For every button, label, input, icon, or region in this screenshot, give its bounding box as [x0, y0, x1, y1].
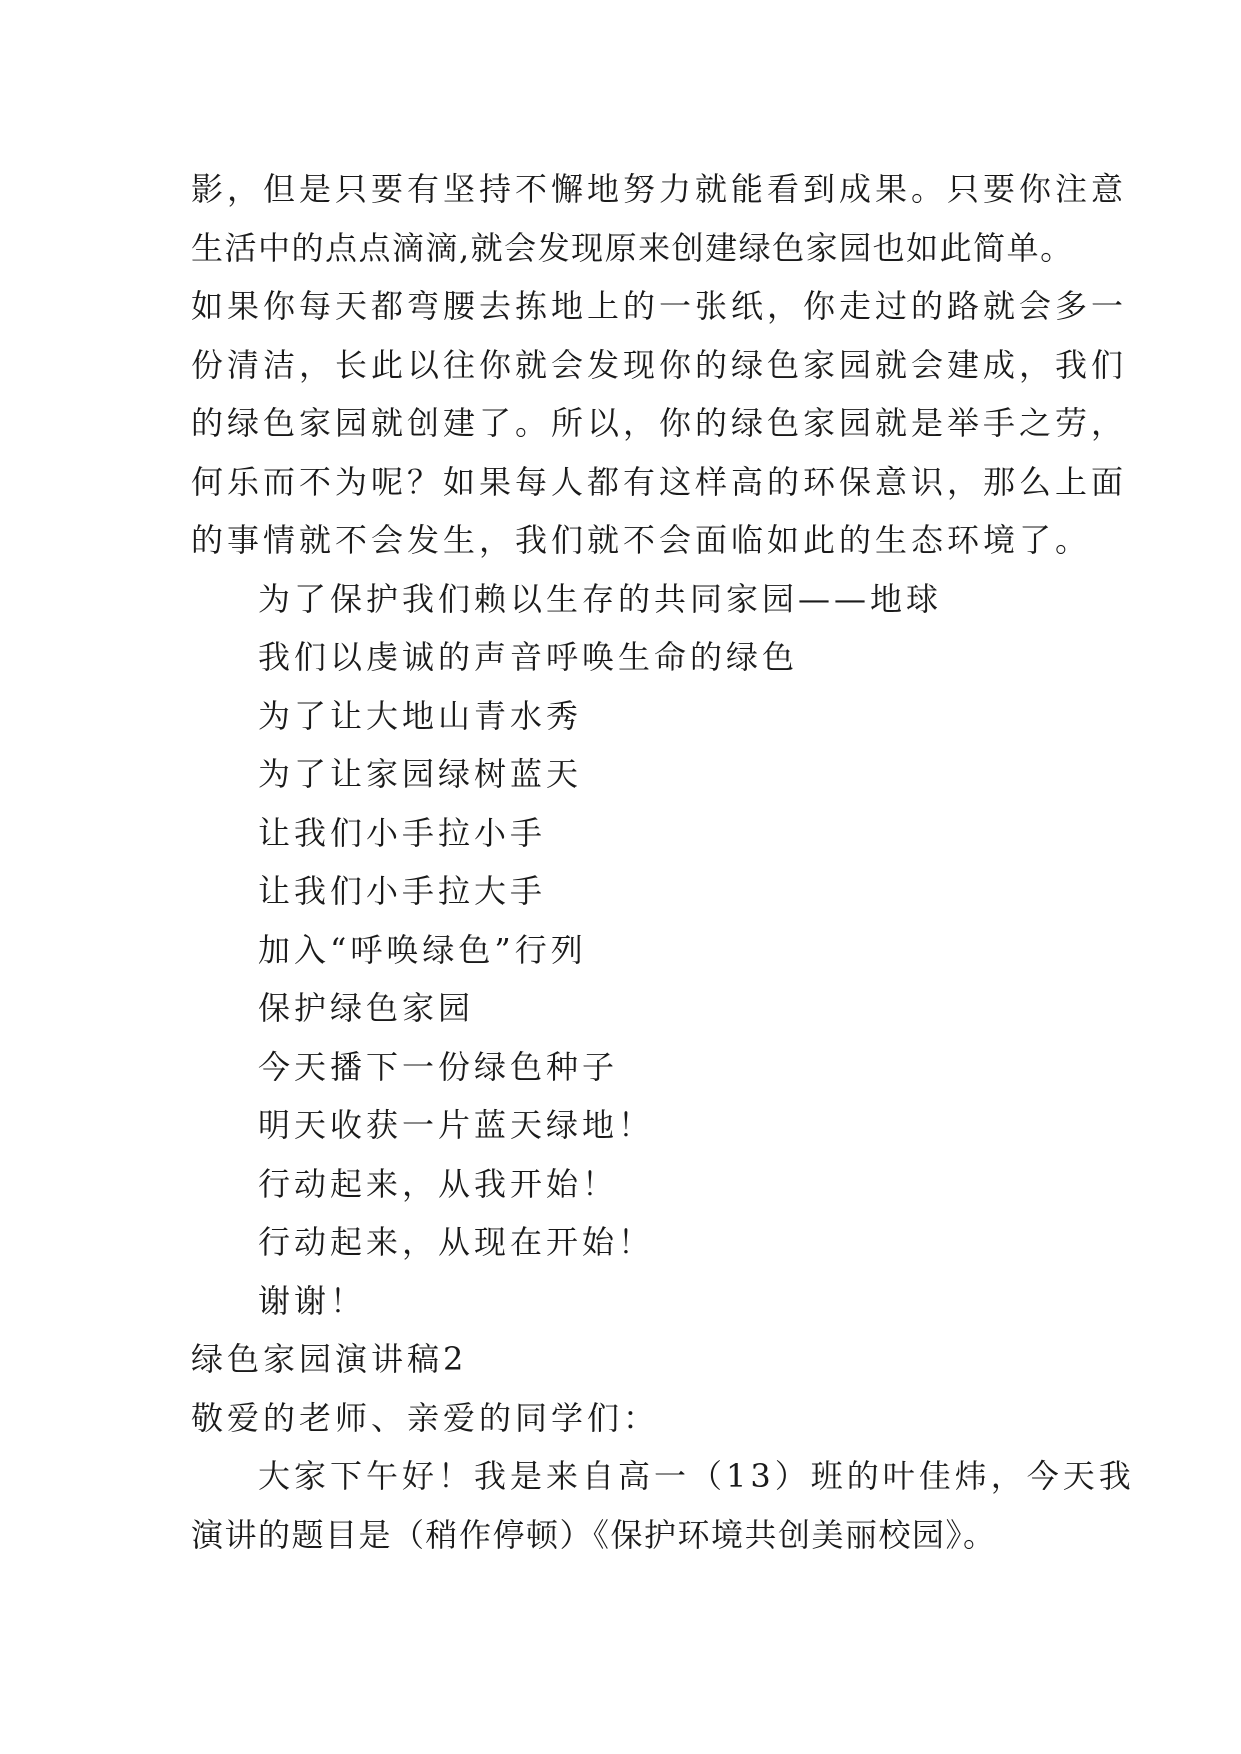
poem-line: 让我们小手拉小手 — [258, 814, 547, 852]
poem-line: 行动起来，从我开始！ — [258, 1165, 619, 1203]
paragraph-line: 的绿色家园就创建了。所以，你的绿色家园就是举手之劳， — [191, 404, 1128, 442]
paragraph-line: 何乐而不为呢？如果每人都有这样高的环保意识，那么上面 — [191, 463, 1128, 501]
intro-line: 演讲的题目是（稍作停顿）《保护环境共创美丽校园》。 — [191, 1516, 997, 1554]
poem-line: 加入“呼唤绿色”行列 — [258, 931, 587, 969]
poem-line: 为了让大地山青水秀 — [258, 697, 583, 735]
poem-line: 我们以虔诚的声音呼唤生命的绿色 — [258, 638, 799, 676]
poem-line: 保护绿色家园 — [258, 989, 475, 1027]
paragraph-line: 生活中的点点滴滴,就会发现原来创建绿色家园也如此简单。 — [191, 229, 1074, 267]
poem-line: 明天收获一片蓝天绿地！ — [258, 1106, 655, 1144]
poem-line: 为了保护我们赖以生存的共同家园——地球 — [258, 580, 943, 618]
salutation: 敬爱的老师、亲爱的同学们： — [191, 1399, 660, 1437]
paragraph-line: 份清洁，长此以往你就会发现你的绿色家园就会建成，我们 — [191, 346, 1128, 384]
paragraph-line: 的事情就不会发生，我们就不会面临如此的生态环境了。 — [191, 521, 1092, 559]
intro-line: 大家下午好！我是来自高一（13）班的叶佳炜，今天我 — [258, 1457, 1135, 1495]
poem-line: 为了让家园绿树蓝天 — [258, 755, 583, 793]
paragraph-line: 如果你每天都弯腰去拣地上的一张纸，你走过的路就会多一 — [191, 287, 1128, 325]
poem-line: 今天播下一份绿色种子 — [258, 1048, 619, 1086]
poem-line: 让我们小手拉大手 — [258, 872, 547, 910]
paragraph-line: 影，但是只要有坚持不懈地努力就能看到成果。只要你注意 — [191, 170, 1128, 208]
section-title: 绿色家园演讲稿2 — [191, 1340, 468, 1378]
poem-line: 谢谢！ — [258, 1282, 367, 1320]
poem-line: 行动起来，从现在开始！ — [258, 1223, 655, 1261]
